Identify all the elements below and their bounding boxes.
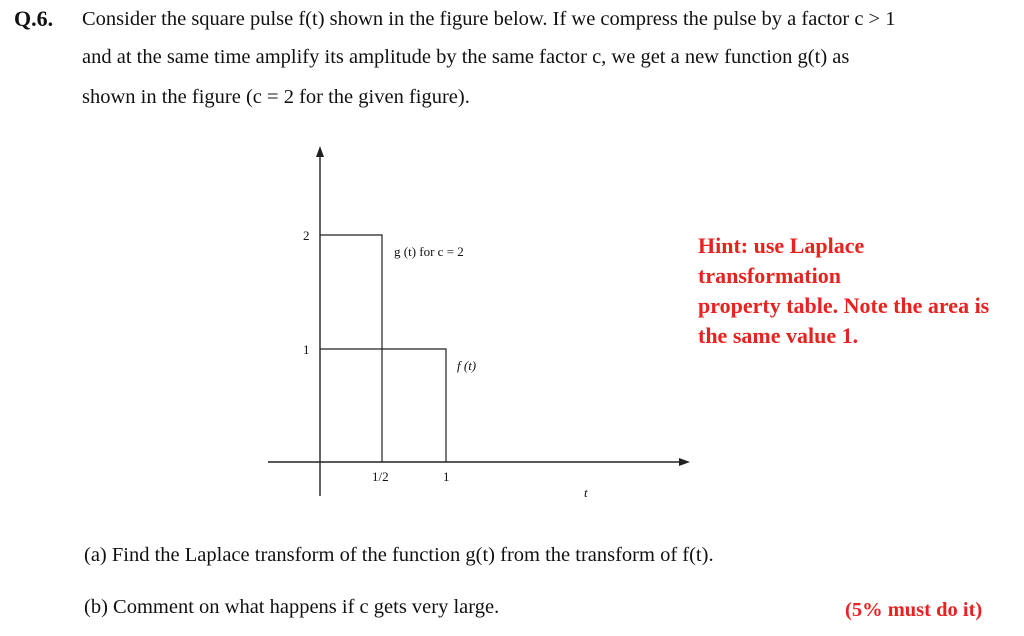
hint-line-3: property table. Note the area is (698, 293, 990, 318)
part-a-text: (a) Find the Laplace transform of the function g(t) from the transform of f(t). (84, 544, 714, 566)
part-b-text: (b) Comment on what happens if c gets very large. (84, 596, 500, 618)
hint-line-4: the same value 1. (698, 323, 859, 348)
hint-line-2: transformation (698, 263, 841, 288)
x-axis-label: t (584, 485, 588, 500)
x-axis-arrow (679, 458, 690, 466)
f-pulse-label: f (t) (457, 358, 477, 373)
y-tick-2: 2 (303, 228, 310, 243)
question-text-line-3: shown in the figure (c = 2 for the given figure). (82, 86, 470, 108)
y-axis-arrow (316, 146, 324, 157)
x-tick-1: 1 (443, 469, 450, 484)
x-tick-half: 1/2 (372, 469, 389, 484)
f-pulse (320, 349, 446, 462)
y-tick-1: 1 (303, 342, 310, 357)
part-b-score-note: (5% must do it) (845, 599, 983, 621)
g-pulse-label: g (t) for c = 2 (394, 244, 464, 259)
question-text-line-2: and at the same time amplify its amplitude by the same factor c, we get a new function g(t) as (82, 46, 850, 68)
hint-line-1: Hint: use Laplace (698, 233, 865, 258)
question-text-line-1: Consider the square pulse f(t) shown in the figure below. If we compress the pulse by a factor c > 1 (82, 8, 896, 30)
question-number: Q.6. (14, 6, 54, 31)
